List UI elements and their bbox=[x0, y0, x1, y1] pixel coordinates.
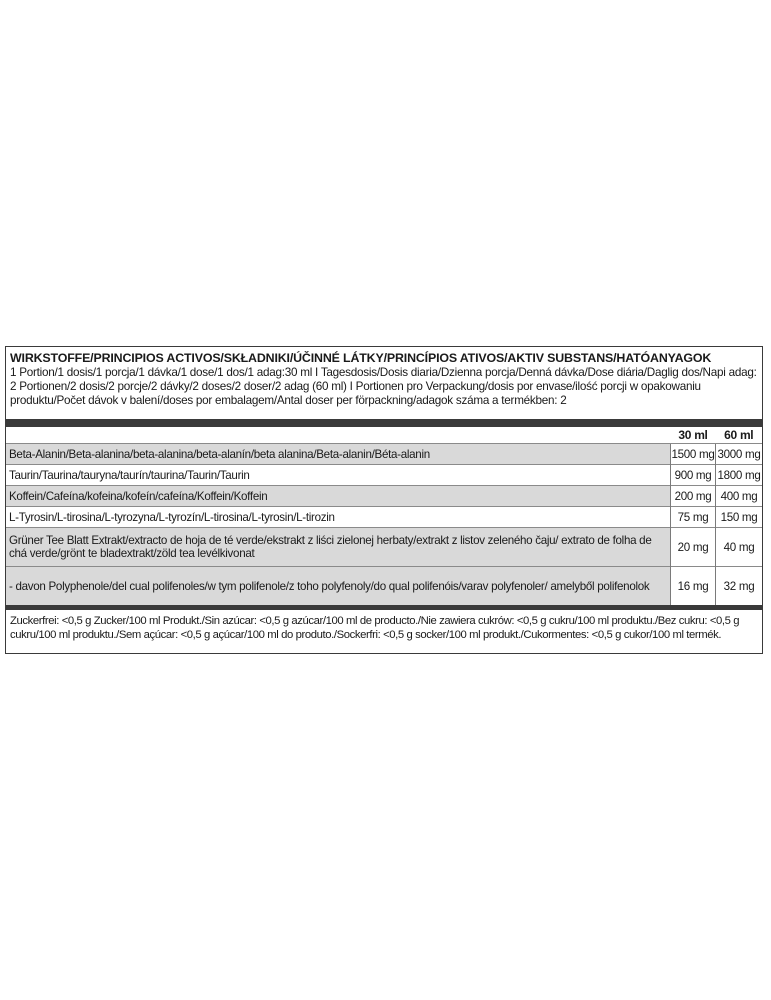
ingredients-table bbox=[6, 427, 762, 605]
table-row bbox=[6, 507, 762, 528]
amount-30ml: 1500 mg bbox=[671, 444, 716, 465]
amount-60ml: 1800 mg bbox=[717, 468, 761, 482]
ingredient-name: Taurin/Taurina/tauryna/taurín/taurina/Taurin/Taurin bbox=[6, 465, 671, 486]
column-header-30ml: 30 ml bbox=[671, 427, 716, 444]
amount-30ml: 16 mg bbox=[671, 567, 716, 606]
amount-60ml: 400 mg bbox=[716, 486, 763, 507]
sugar-free-note: Zuckerfrei: <0,5 g Zucker/100 ml Produkt./Sin azúcar: <0,5 g azúcar/100 ml de producto./Nie zawiera cukrów: <0,5 g cukru/100 ml produktu./Bez cukru: <0,5 g cukru/100 ml produktu./Sem açúcar: <0,5 g açúcar/100 ml do produto./Sockerfri: <0,5 g socker/100 ml produkt./Cukormentes: <0,5 g cukor/100 ml termék. bbox=[10, 615, 740, 641]
amount-30ml: 20 mg bbox=[671, 528, 716, 567]
ingredient-name: Koffein/Cafeína/kofeina/kofeín/cafeína/Koffein/Koffein bbox=[6, 486, 671, 507]
table-row bbox=[6, 528, 762, 567]
column-header-name bbox=[6, 427, 671, 444]
ingredient-name: L-Tyrosin/L-tirosina/L-tyrozyna/L-tyrozín/L-tirosina/L-tyrosin/L-tirozin bbox=[6, 507, 671, 528]
serving-info: 1 Portion/1 dosis/1 porcja/1 dávka/1 dose/1 dos/1 adag:30 ml I Tagesdosis/Dosis diaria/Dzienna porcja/Denná dávka/Dose diária/Daglig dos/Napi adag: 2 Portionen/2 dosis/2 porcje/2 dávky/2 doses/2 doser/2 adag (60 ml) I Portionen pro Verpackung/dosis por envase/ilość porcji w opakowaniu produktu/Počet dávok v balení/doses por embalagem/Antal doser per förpackning/adagok száma a termékben: 2 bbox=[10, 366, 757, 408]
label-header bbox=[6, 347, 762, 419]
column-header-row bbox=[6, 427, 762, 444]
table-row bbox=[6, 444, 762, 465]
ingredient-name: Grüner Tee Blatt Extrakt/extracto de hoja de té verde/ekstrakt z liści zielonej herbaty/extrakt z listov zeleného čaju/ extrato de folha de chá verde/grönt te bladextrakt/zöld tea levélkivonat bbox=[6, 528, 671, 567]
table-row bbox=[6, 486, 762, 507]
amount-60ml: 3000 mg bbox=[716, 444, 763, 465]
table-row bbox=[6, 567, 762, 606]
ingredient-name: Beta-Alanin/Beta-alanina/beta-alanina/beta-alanín/beta alanina/Beta-alanin/Béta-alanin bbox=[6, 444, 671, 465]
table-row bbox=[6, 465, 762, 486]
amount-60ml: 150 mg bbox=[720, 510, 758, 524]
amount-60ml: 32 mg bbox=[716, 567, 763, 606]
amount-60ml: 40 mg bbox=[716, 528, 763, 567]
ingredient-name: - davon Polyphenole/del cual polifenoles/w tym polifenole/z toho polyfenoly/do qual polifenóis/varav polyfenoler/ amelyből polifenolok bbox=[6, 567, 671, 606]
nutrition-label bbox=[5, 346, 763, 654]
label-title: WIRKSTOFFE/PRINCIPIOS ACTIVOS/SKŁADNIKI/ÚČINNÉ LÁTKY/PRINCÍPIOS ATIVOS/AKTIV SUBSTANS/HATÓANYAGOK bbox=[10, 351, 712, 365]
amount-30ml: 75 mg bbox=[671, 507, 716, 528]
amount-30ml: 900 mg bbox=[671, 465, 716, 486]
amount-30ml: 200 mg bbox=[671, 486, 716, 507]
top-divider-bar bbox=[6, 419, 762, 427]
column-header-60ml: 60 ml bbox=[716, 427, 763, 444]
